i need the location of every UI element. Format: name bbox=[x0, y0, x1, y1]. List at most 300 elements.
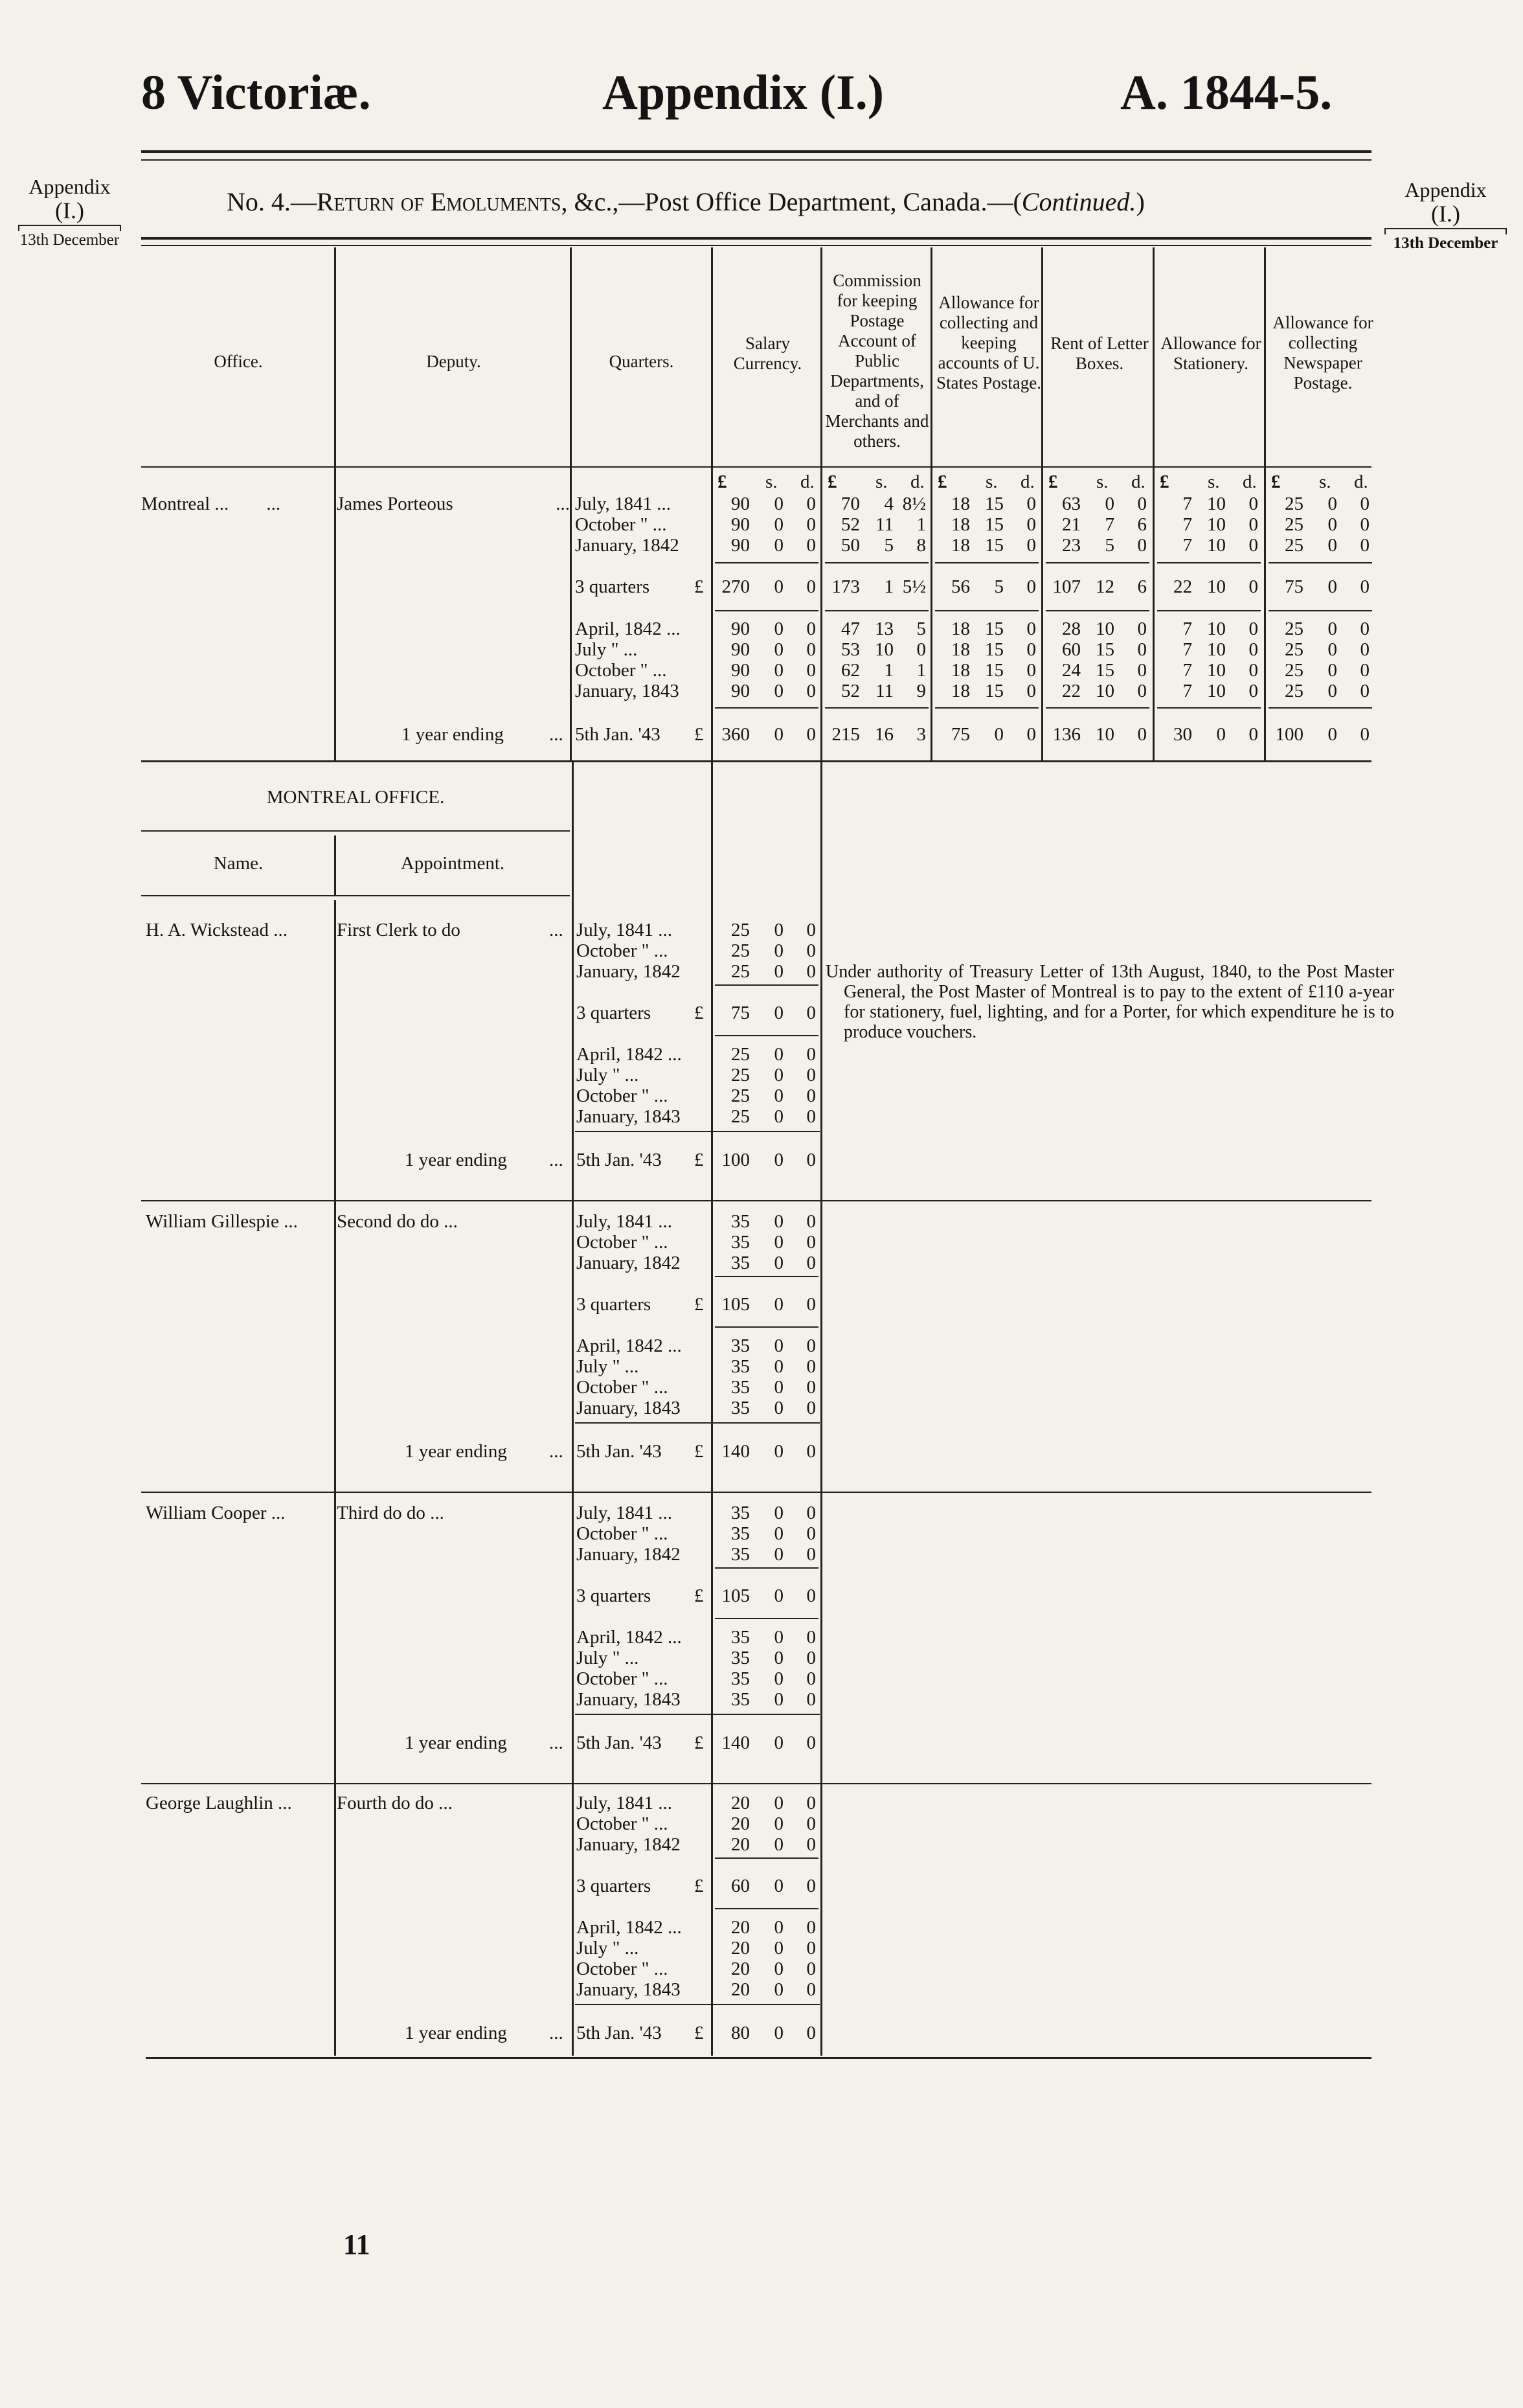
montreal-q2-0-col2-shillings: 15 bbox=[985, 619, 1004, 639]
margin-right-sub: 13th December bbox=[1393, 234, 1498, 252]
clerk-1-sub-amt-shillings: 0 bbox=[774, 1294, 784, 1315]
montreal-year-rule-0 bbox=[715, 707, 818, 709]
montreal-year-col1-pounds: 215 bbox=[831, 724, 860, 745]
montreal-q1-0-col3-pounds: 63 bbox=[1062, 494, 1081, 514]
clerk-3-q2-amt-3-shillings: 0 bbox=[774, 1979, 784, 2000]
montreal-year-col0-pence: 0 bbox=[806, 724, 816, 745]
montreal-q2-2-col4-pence: 0 bbox=[1248, 660, 1258, 681]
montreal-q1-2-col0-pounds: 90 bbox=[731, 535, 750, 556]
montreal-q1-0-col3-pence: 0 bbox=[1137, 494, 1147, 514]
clerk-0-q2-amt-1-pence: 0 bbox=[806, 1065, 816, 1085]
montreal-q1-1-col5-shillings: 0 bbox=[1327, 514, 1337, 535]
clerk-1-q1-1: October " ... bbox=[576, 1232, 668, 1253]
title-rule-top bbox=[141, 237, 1371, 240]
montreal-q2-1-col5-pence: 0 bbox=[1360, 639, 1370, 660]
montreal-sub1-rule-5 bbox=[1269, 562, 1372, 563]
montreal-q1-2-col4-pounds: 7 bbox=[1182, 535, 1192, 556]
clerk-1-q1-amt-0-pounds: 35 bbox=[731, 1211, 750, 1232]
vline-lower-quarters bbox=[572, 762, 574, 2056]
clerk-3-q2-amt-1-shillings: 0 bbox=[774, 1938, 784, 1959]
header-rule-top bbox=[141, 150, 1371, 153]
clerk-1-q2-0: April, 1842 ... bbox=[576, 1335, 682, 1356]
montreal-q2-quarter-0: April, 1842 ... bbox=[575, 619, 681, 639]
col-allowance-us-header: Allowance for collecting and keeping accounts of U. States Postage. bbox=[936, 293, 1041, 392]
montreal-sub1-col3-shillings: 12 bbox=[1096, 576, 1114, 597]
clerk-2-name: William Cooper ... bbox=[146, 1503, 286, 1523]
clerk-0-name: H. A. Wickstead ... bbox=[146, 920, 288, 940]
montreal-q2-1-col1-pounds: 53 bbox=[841, 639, 860, 660]
montreal-q1-0-col0-pounds: 90 bbox=[731, 494, 750, 514]
clerk-0-q2-amt-0-pence: 0 bbox=[806, 1044, 816, 1065]
lsd-header-2: £ bbox=[938, 471, 947, 492]
montreal-q1-2-col2-pounds: 18 bbox=[951, 535, 970, 556]
clerk-1-q1-amt-2-pounds: 35 bbox=[731, 1253, 750, 1273]
montreal-year-col1-pence: 3 bbox=[916, 724, 926, 745]
montreal-sub1-rule2-5 bbox=[1269, 610, 1372, 611]
clerk-2-bottom-rule bbox=[141, 1783, 1371, 1784]
clerk-2-q1-0: July, 1841 ... bbox=[576, 1503, 672, 1523]
clerk-0-sub-amt-shillings: 0 bbox=[774, 1003, 784, 1023]
montreal-q2-0-col2-pounds: 18 bbox=[951, 619, 970, 639]
clerk-3-q1-amt-1-shillings: 0 bbox=[774, 1813, 784, 1834]
margin-right-brace bbox=[1384, 228, 1507, 234]
clerk-0-q1-amt-0-pounds: 25 bbox=[731, 920, 750, 940]
montreal-year-col3-pounds: 136 bbox=[1052, 724, 1081, 745]
clerk-3-q2-amt-1-pounds: 20 bbox=[731, 1938, 750, 1959]
montreal-q1-0-col5-pounds: 25 bbox=[1285, 494, 1303, 514]
clerk-2-q1-2: January, 1842 bbox=[576, 1544, 681, 1565]
lsd-header-d-1: d. bbox=[910, 471, 925, 492]
clerk-3-q1-2: January, 1842 bbox=[576, 1834, 681, 1855]
clerk-1-q2-1: July " ... bbox=[576, 1356, 639, 1377]
clerk-2-q1-amt-2-pounds: 35 bbox=[731, 1544, 750, 1565]
clerk-2-q2-amt-3-pence: 0 bbox=[806, 1689, 816, 1710]
clerk-0-year-amt-shillings: 0 bbox=[774, 1150, 784, 1170]
clerk-2-sub-label: 3 quarters bbox=[576, 1585, 651, 1606]
clerk-3-sub-label: 3 quarters bbox=[576, 1876, 651, 1896]
clerk-0-sub-rule bbox=[715, 984, 818, 986]
montreal-year-col2-pence: 0 bbox=[1026, 724, 1036, 745]
montreal-q2-3-col4-pounds: 7 bbox=[1182, 681, 1192, 701]
clerk-1-q2-amt-0-pence: 0 bbox=[806, 1335, 816, 1356]
montreal-q1-1-col5-pounds: 25 bbox=[1285, 514, 1303, 535]
montreal-sub1-col4-shillings: 10 bbox=[1207, 576, 1226, 597]
montreal-q2-1-col5-pounds: 25 bbox=[1285, 639, 1303, 660]
col-office-header: Office. bbox=[214, 352, 263, 371]
header-rule-bottom bbox=[141, 159, 1371, 161]
clerk-0-q1-amt-1-shillings: 0 bbox=[774, 940, 784, 961]
clerk-3-year-label: 1 year ending bbox=[405, 2023, 507, 2043]
clerk-3-q1-amt-0-pence: 0 bbox=[806, 1793, 816, 1813]
montreal-q2-3-col5-pounds: 25 bbox=[1285, 681, 1303, 701]
montreal-sub1-rule-3 bbox=[1046, 562, 1149, 563]
montreal-q2-2-col4-shillings: 10 bbox=[1207, 660, 1226, 681]
montreal-q1-1-col1-pounds: 52 bbox=[841, 514, 860, 535]
montreal-q2-2-col1-shillings: 1 bbox=[884, 660, 894, 681]
clerk-0-q2-amt-3-shillings: 0 bbox=[774, 1106, 784, 1127]
clerk-1-q1-amt-0-shillings: 0 bbox=[774, 1211, 784, 1232]
montreal-sub1-col2-pounds: 56 bbox=[951, 576, 970, 597]
montreal-q2-1-col3-shillings: 15 bbox=[1096, 639, 1114, 660]
montreal-sub1-sign: £ bbox=[694, 576, 704, 597]
clerk-0-year-amt-pounds: 100 bbox=[721, 1150, 750, 1170]
montreal-q2-0-col0-pence: 0 bbox=[806, 619, 816, 639]
montreal-sub1-rule2-0 bbox=[715, 610, 818, 611]
clerk-3-sub-sign: £ bbox=[694, 1876, 704, 1896]
montreal-q1-2-col5-shillings: 0 bbox=[1327, 535, 1337, 556]
clerk-1-sub-amt-pence: 0 bbox=[806, 1294, 816, 1315]
clerk-3-q2-amt-2-pounds: 20 bbox=[731, 1959, 750, 1979]
lsd-header-s-5: s. bbox=[1319, 471, 1331, 492]
montreal-q1-0-col1-pounds: 70 bbox=[841, 494, 860, 514]
montreal-sub1-col4-pence: 0 bbox=[1248, 576, 1258, 597]
montreal-year-col3-shillings: 10 bbox=[1096, 724, 1114, 745]
montreal-q2-3-col0-pounds: 90 bbox=[731, 681, 750, 701]
montreal-q2-1-col0-shillings: 0 bbox=[774, 639, 784, 660]
col-commission-header: Commission for keeping Postage Account of Public Departments, and of Merchants and others. bbox=[825, 271, 929, 451]
montreal-q2-0-col3-pounds: 28 bbox=[1062, 619, 1081, 639]
clerk-0-year-label: 1 year ending bbox=[405, 1150, 507, 1170]
col-quarters-header: Quarters. bbox=[609, 352, 674, 371]
clerk-2-q2-2: October " ... bbox=[576, 1668, 668, 1689]
clerk-2-q1-amt-0-shillings: 0 bbox=[774, 1503, 784, 1523]
clerk-2-sub-sign: £ bbox=[694, 1585, 704, 1606]
clerk-1-q2-2: October " ... bbox=[576, 1377, 668, 1398]
montreal-q1-0-col2-shillings: 15 bbox=[985, 494, 1004, 514]
lsd-header-4: £ bbox=[1160, 471, 1169, 492]
clerk-3-q1-1: October " ... bbox=[576, 1813, 668, 1834]
montreal-q1-0-col0-pence: 0 bbox=[806, 494, 816, 514]
margin-left-brace bbox=[18, 225, 121, 231]
clerk-3-year-amt-pounds: 80 bbox=[731, 2023, 750, 2043]
lsd-header-d-5: d. bbox=[1354, 471, 1368, 492]
montreal-q2-0-col1-shillings: 13 bbox=[875, 619, 894, 639]
clerk-3-sub-rule bbox=[715, 1857, 818, 1859]
clerk-2-year-q: 5th Jan. '43 bbox=[576, 1732, 662, 1753]
montreal-sub1-rule-1 bbox=[825, 562, 929, 563]
clerk-1-q1-amt-1-pence: 0 bbox=[806, 1232, 816, 1253]
montreal-sub1-col3-pounds: 107 bbox=[1052, 576, 1081, 597]
montreal-q1-2-col5-pence: 0 bbox=[1360, 535, 1370, 556]
header-center: Appendix (I.) bbox=[602, 65, 884, 120]
clerk-3-sub-amt-shillings: 0 bbox=[774, 1876, 784, 1896]
margin-right-label: Appendix bbox=[1405, 178, 1487, 201]
montreal-q1-2-col1-pounds: 50 bbox=[841, 535, 860, 556]
montreal-q2-2-col1-pence: 1 bbox=[916, 660, 926, 681]
montreal-year-col3-pence: 0 bbox=[1137, 724, 1147, 745]
clerk-2-q2-0: April, 1842 ... bbox=[576, 1627, 682, 1648]
clerk-1-q2-amt-2-pence: 0 bbox=[806, 1377, 816, 1398]
montreal-q2-1-col2-shillings: 15 bbox=[985, 639, 1004, 660]
montreal-year-rule-1 bbox=[825, 707, 929, 709]
col-stationery-header: Allowance for Stationery. bbox=[1160, 334, 1261, 373]
montreal-q2-3-col5-pence: 0 bbox=[1360, 681, 1370, 701]
clerk-3-name: George Laughlin ... bbox=[146, 1793, 292, 1813]
montreal-q1-quarter-0: July, 1841 ... bbox=[575, 494, 671, 514]
montreal-q2-0-col0-shillings: 0 bbox=[774, 619, 784, 639]
montreal-q2-0-col5-pence: 0 bbox=[1360, 619, 1370, 639]
appointment-header: Appointment. bbox=[400, 853, 505, 874]
montreal-q2-2-col3-pounds: 24 bbox=[1062, 660, 1081, 681]
col-newspaper-header: Allowance for collecting Newspaper Postage. bbox=[1272, 313, 1373, 392]
clerk-3-year-amt-pence: 0 bbox=[806, 2023, 816, 2043]
montreal-q2-quarter-1: July " ... bbox=[575, 639, 638, 660]
montreal-q1-quarter-2: January, 1842 bbox=[575, 535, 679, 556]
montreal-sub1-col1-pence: 5½ bbox=[902, 576, 926, 597]
montreal-q2-1-col1-pence: 0 bbox=[916, 639, 926, 660]
montreal-sub1-rule2-1 bbox=[825, 610, 929, 611]
montreal-q2-3-col2-pence: 0 bbox=[1026, 681, 1036, 701]
clerk-3-q1-amt-2-pounds: 20 bbox=[731, 1834, 750, 1855]
clerk-2-q2-amt-0-shillings: 0 bbox=[774, 1627, 784, 1648]
vline-lower-app bbox=[334, 900, 336, 2056]
clerk-2-q1-amt-2-pence: 0 bbox=[806, 1544, 816, 1565]
montreal-sub1-col0-pence: 0 bbox=[806, 576, 816, 597]
clerk-0-q1-1: October " ... bbox=[576, 940, 668, 961]
clerk-1-sub-rule2 bbox=[715, 1326, 818, 1328]
clerk-2-q1-amt-1-shillings: 0 bbox=[774, 1523, 784, 1544]
clerk-3-year-sign: £ bbox=[694, 2023, 704, 2043]
montreal-q2-1-col4-pounds: 7 bbox=[1182, 639, 1192, 660]
clerk-1-year-label: 1 year ending bbox=[405, 1441, 507, 1462]
montreal-q2-0-col4-pence: 0 bbox=[1248, 619, 1258, 639]
margin-left-label: Appendix bbox=[28, 175, 111, 198]
clerk-2-q2-amt-2-shillings: 0 bbox=[774, 1668, 784, 1689]
montreal-q2-3-col1-pounds: 52 bbox=[841, 681, 860, 701]
montreal-sub1-col2-pence: 0 bbox=[1026, 576, 1036, 597]
clerk-0-q1-amt-2-pounds: 25 bbox=[731, 961, 750, 982]
montreal-q2-3-col1-pence: 9 bbox=[916, 681, 926, 701]
clerk-2-q1-1: October " ... bbox=[576, 1523, 668, 1544]
clerk-3-q1-amt-0-pounds: 20 bbox=[731, 1793, 750, 1813]
montreal-q2-0-col0-pounds: 90 bbox=[731, 619, 750, 639]
montreal-q1-1-col1-shillings: 11 bbox=[875, 514, 894, 535]
montreal-q2-2-col4-pounds: 7 bbox=[1182, 660, 1192, 681]
section-top-rule bbox=[141, 760, 1371, 762]
montreal-q1-0-col2-pounds: 18 bbox=[951, 494, 970, 514]
clerk-1-q2-amt-1-pounds: 35 bbox=[731, 1356, 750, 1377]
clerk-2-year-amt-pounds: 140 bbox=[721, 1732, 750, 1753]
clerk-1-q2-amt-0-shillings: 0 bbox=[774, 1335, 784, 1356]
clerk-1-year-q: 5th Jan. '43 bbox=[576, 1441, 662, 1462]
clerk-0-sub-amt-pence: 0 bbox=[806, 1003, 816, 1023]
clerk-3-year-dots: ... bbox=[549, 2023, 563, 2043]
clerk-3-q2-amt-2-pence: 0 bbox=[806, 1959, 816, 1979]
montreal-year-col2-shillings: 0 bbox=[994, 724, 1004, 745]
clerk-2-year-rule bbox=[575, 1714, 820, 1715]
montreal-q1-1-col5-pence: 0 bbox=[1360, 514, 1370, 535]
clerk-0-q2-amt-1-pounds: 25 bbox=[731, 1065, 750, 1085]
clerk-2-appointment: Third do do ... bbox=[337, 1503, 444, 1523]
montreal-q1-1-col2-pence: 0 bbox=[1026, 514, 1036, 535]
clerk-3-q2-1: July " ... bbox=[576, 1938, 639, 1959]
clerk-3-year-q: 5th Jan. '43 bbox=[576, 2023, 662, 2043]
clerk-3-q2-amt-3-pence: 0 bbox=[806, 1979, 816, 2000]
montreal-q2-3-col1-shillings: 11 bbox=[875, 681, 894, 701]
lsd-header-d-2: d. bbox=[1021, 471, 1035, 492]
clerk-0-q1-amt-1-pounds: 25 bbox=[731, 940, 750, 961]
clerk-2-q2-amt-1-shillings: 0 bbox=[774, 1648, 784, 1668]
margin-left-sub: 13th December bbox=[19, 231, 120, 249]
montreal-q2-3-col2-pounds: 18 bbox=[951, 681, 970, 701]
clerk-0-q2-amt-3-pounds: 25 bbox=[731, 1106, 750, 1127]
montreal-sub1-col5-pence: 0 bbox=[1360, 576, 1370, 597]
clerk-1-q1-amt-2-pence: 0 bbox=[806, 1253, 816, 1273]
montreal-year-rule-3 bbox=[1046, 707, 1149, 709]
clerk-0-q1-amt-1-pence: 0 bbox=[806, 940, 816, 961]
montreal-q2-2-col2-pence: 0 bbox=[1026, 660, 1036, 681]
clerk-2-year-amt-shillings: 0 bbox=[774, 1732, 784, 1753]
header-left: 8 Victoriæ. bbox=[141, 65, 371, 120]
montreal-q2-3-col0-pence: 0 bbox=[806, 681, 816, 701]
clerk-3-q1-amt-1-pence: 0 bbox=[806, 1813, 816, 1834]
montreal-q1-1-col4-shillings: 10 bbox=[1207, 514, 1226, 535]
bottom-rule bbox=[146, 2057, 1371, 2059]
section-head-rule bbox=[141, 895, 570, 896]
lsd-header-d-4: d. bbox=[1243, 471, 1257, 492]
clerk-2-sub-amt-shillings: 0 bbox=[774, 1585, 784, 1606]
montreal-q1-1-col1-pence: 1 bbox=[916, 514, 926, 535]
clerk-0-q1-amt-0-pence: 0 bbox=[806, 920, 816, 940]
clerk-2-q2-amt-3-pounds: 35 bbox=[731, 1689, 750, 1710]
montreal-q1-2-col4-pence: 0 bbox=[1248, 535, 1258, 556]
montreal-q1-2-col1-shillings: 5 bbox=[884, 535, 894, 556]
montreal-year-col5-pence: 0 bbox=[1360, 724, 1370, 745]
montreal-year-rule-2 bbox=[935, 707, 1039, 709]
clerk-2-q1-amt-0-pence: 0 bbox=[806, 1503, 816, 1523]
montreal-q1-0-col0-shillings: 0 bbox=[774, 494, 784, 514]
montreal-sub1-col3-pence: 6 bbox=[1137, 576, 1147, 597]
clerk-2-sub-amt-pence: 0 bbox=[806, 1585, 816, 1606]
montreal-q1-0-col4-shillings: 10 bbox=[1207, 494, 1226, 514]
montreal-sub1-col5-shillings: 0 bbox=[1327, 576, 1337, 597]
lsd-header-d-0: d. bbox=[800, 471, 815, 492]
montreal-q2-1-col0-pence: 0 bbox=[806, 639, 816, 660]
montreal-q2-1-col5-shillings: 0 bbox=[1327, 639, 1337, 660]
montreal-q1-1-col3-pence: 6 bbox=[1137, 514, 1147, 535]
montreal-q1-0-col1-shillings: 4 bbox=[884, 494, 894, 514]
clerk-3-q1-amt-0-shillings: 0 bbox=[774, 1793, 784, 1813]
clerk-3-year-rule bbox=[575, 2004, 820, 2005]
office-section-title: MONTREAL OFFICE. bbox=[266, 787, 445, 808]
montreal-q1-1-col0-shillings: 0 bbox=[774, 514, 784, 535]
clerk-2-q2-amt-3-shillings: 0 bbox=[774, 1689, 784, 1710]
clerk-1-appointment: Second do do ... bbox=[337, 1211, 458, 1232]
clerk-0-q1-2: January, 1842 bbox=[576, 961, 681, 982]
clerk-0-q2-0: April, 1842 ... bbox=[576, 1044, 682, 1065]
clerk-0-sub-sign: £ bbox=[694, 1003, 704, 1023]
montreal-q2-0-col3-pence: 0 bbox=[1137, 619, 1147, 639]
clerk-3-q2-amt-3-pounds: 20 bbox=[731, 1979, 750, 2000]
montreal-q1-1-col2-pounds: 18 bbox=[951, 514, 970, 535]
clerk-0-q2-2: October " ... bbox=[576, 1085, 668, 1106]
page-number: 11 bbox=[343, 2229, 370, 2260]
montreal-sub1-rule2-2 bbox=[935, 610, 1039, 611]
clerk-2-year-label: 1 year ending bbox=[405, 1732, 507, 1753]
montreal-sub1-rule-0 bbox=[715, 562, 818, 563]
montreal-sub1-col0-shillings: 0 bbox=[774, 576, 784, 597]
montreal-q2-3-col2-shillings: 15 bbox=[985, 681, 1004, 701]
clerk-2-year-dots: ... bbox=[549, 1732, 563, 1753]
clerk-3-q2-0: April, 1842 ... bbox=[576, 1917, 682, 1938]
montreal-q1-2-col4-shillings: 10 bbox=[1207, 535, 1226, 556]
clerk-2-q2-amt-2-pence: 0 bbox=[806, 1668, 816, 1689]
clerk-0-q2-amt-2-pounds: 25 bbox=[731, 1085, 750, 1106]
clerk-1-sub-sign: £ bbox=[694, 1294, 704, 1315]
montreal-sub1-col2-shillings: 5 bbox=[994, 576, 1004, 597]
clerk-1-q1-2: January, 1842 bbox=[576, 1253, 681, 1273]
montreal-year-rule-4 bbox=[1157, 707, 1261, 709]
clerk-0-q2-amt-2-shillings: 0 bbox=[774, 1085, 784, 1106]
clerk-1-q2-amt-0-pounds: 35 bbox=[731, 1335, 750, 1356]
montreal-q2-1-col3-pence: 0 bbox=[1137, 639, 1147, 660]
montreal-year-sign: £ bbox=[694, 724, 704, 745]
clerk-1-q1-0: July, 1841 ... bbox=[576, 1211, 672, 1232]
clerk-2-year-sign: £ bbox=[694, 1732, 704, 1753]
clerk-1-q2-amt-1-shillings: 0 bbox=[774, 1356, 784, 1377]
montreal-year-col0-pounds: 360 bbox=[721, 724, 750, 745]
montreal-year-col5-pounds: 100 bbox=[1275, 724, 1303, 745]
clerk-3-sub-rule2 bbox=[715, 1908, 818, 1909]
montreal-q1-0-col5-pence: 0 bbox=[1360, 494, 1370, 514]
montreal-q1-1-col0-pence: 0 bbox=[806, 514, 816, 535]
clerk-3-q2-amt-0-pounds: 20 bbox=[731, 1917, 750, 1938]
montreal-q2-3-col3-pounds: 22 bbox=[1062, 681, 1081, 701]
col-deputy-header: Deputy. bbox=[426, 352, 481, 371]
margin-right-num: (I.) bbox=[1431, 201, 1460, 227]
clerk-0-year-rule bbox=[575, 1131, 820, 1132]
montreal-year-label: 1 year ending bbox=[401, 724, 504, 745]
montreal-q2-2-col1-pounds: 62 bbox=[841, 660, 860, 681]
montreal-year-col5-shillings: 0 bbox=[1327, 724, 1337, 745]
clerk-0-sub-rule2 bbox=[715, 1035, 818, 1036]
montreal-q2-0-col3-shillings: 10 bbox=[1096, 619, 1114, 639]
clerk-3-q2-3: January, 1843 bbox=[576, 1979, 681, 2000]
clerk-3-q1-amt-2-shillings: 0 bbox=[774, 1834, 784, 1855]
montreal-q1-1-col4-pounds: 7 bbox=[1182, 514, 1192, 535]
lsd-header-5: £ bbox=[1271, 471, 1281, 492]
clerk-2-year-amt-pence: 0 bbox=[806, 1732, 816, 1753]
table-title: No. 4.—Return of Emoluments, &c.,—Post Office Department, Canada.—(Continued.) bbox=[227, 187, 1145, 216]
clerk-2-sub-rule bbox=[715, 1567, 818, 1569]
clerk-0-q1-amt-2-pence: 0 bbox=[806, 961, 816, 982]
montreal-q2-1-col3-pounds: 60 bbox=[1062, 639, 1081, 660]
montreal-office: Montreal ... ... bbox=[141, 494, 281, 514]
clerk-2-q1-amt-1-pence: 0 bbox=[806, 1523, 816, 1544]
header-right: A. 1844-5. bbox=[1120, 65, 1333, 120]
clerk-0-year-sign: £ bbox=[694, 1150, 704, 1170]
montreal-q2-2-col3-pence: 0 bbox=[1137, 660, 1147, 681]
montreal-q1-0-col2-pence: 0 bbox=[1026, 494, 1036, 514]
clerk-0-q2-amt-3-pence: 0 bbox=[806, 1106, 816, 1127]
vline-lower-amount bbox=[820, 762, 822, 2056]
montreal-q2-3-col0-shillings: 0 bbox=[774, 681, 784, 701]
montreal-q1-1-col4-pence: 0 bbox=[1248, 514, 1258, 535]
clerk-2-q2-amt-0-pounds: 35 bbox=[731, 1627, 750, 1648]
clerk-1-q2-amt-1-pence: 0 bbox=[806, 1356, 816, 1377]
vline-appointment bbox=[334, 835, 336, 895]
montreal-q2-1-col2-pounds: 18 bbox=[951, 639, 970, 660]
montreal-q2-0-col4-shillings: 10 bbox=[1207, 619, 1226, 639]
clerk-0-q1-amt-2-shillings: 0 bbox=[774, 961, 784, 982]
montreal-q1-2-col2-shillings: 15 bbox=[985, 535, 1004, 556]
clerk-3-q2-amt-0-shillings: 0 bbox=[774, 1917, 784, 1938]
clerk-1-sub-label: 3 quarters bbox=[576, 1294, 651, 1315]
montreal-q2-0-col1-pounds: 47 bbox=[841, 619, 860, 639]
montreal-q2-0-col5-shillings: 0 bbox=[1327, 619, 1337, 639]
montreal-q1-1-col0-pounds: 90 bbox=[731, 514, 750, 535]
clerk-1-bottom-rule bbox=[141, 1492, 1371, 1493]
